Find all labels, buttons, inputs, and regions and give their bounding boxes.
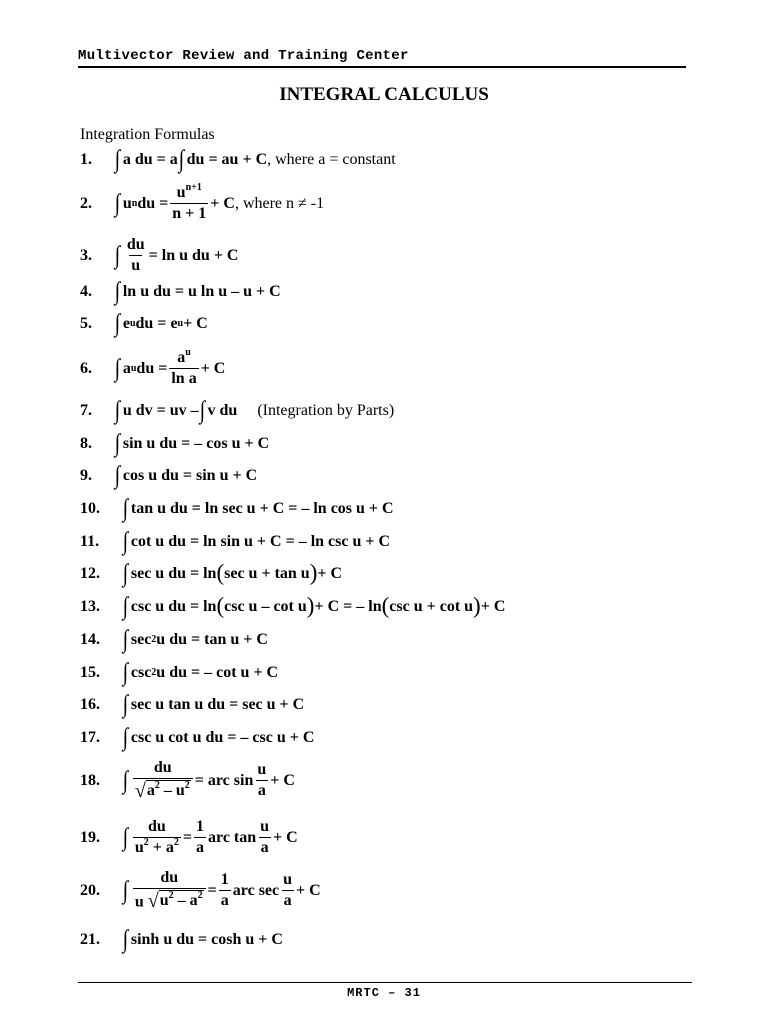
- denominator: [133, 778, 193, 802]
- formula-rhs: + C: [296, 881, 321, 899]
- formula-note: (Integration by Parts): [257, 401, 395, 419]
- denominator: a: [260, 839, 269, 857]
- formula-15: 15. ∫ csc 2 u du = – cot u + C: [80, 659, 279, 686]
- formula-body: cot u du = ln sin u + C = – ln csc u + C: [130, 532, 391, 550]
- integral-sign: ∫: [114, 190, 121, 218]
- fraction: [169, 349, 198, 389]
- formula-number: 7.: [80, 401, 92, 419]
- formula-part: du =: [136, 359, 168, 377]
- term: – u: [159, 782, 185, 800]
- running-header: Multivector Review and Training Center: [78, 48, 409, 64]
- formula-3: [80, 236, 238, 276]
- formula-body: sec u tan u du = sec u + C: [130, 695, 305, 713]
- formula-part: u du = – cot u + C: [156, 663, 279, 681]
- fraction: [133, 759, 193, 802]
- numerator: du: [126, 236, 145, 253]
- formula-part: e: [122, 314, 130, 332]
- fraction: [255, 761, 268, 801]
- formula-number: 1.: [80, 150, 92, 168]
- formula-9: [80, 463, 257, 488]
- formula-19: [80, 818, 298, 858]
- numerator: du: [147, 818, 166, 835]
- formula-number: 20.: [80, 881, 100, 899]
- formula-mid: = arc sin: [194, 771, 254, 789]
- integral-sign: ∫: [178, 146, 184, 173]
- formula-part: csc u + cot u: [389, 597, 474, 615]
- formula-rhs: + C: [273, 828, 298, 846]
- formula-part: a: [122, 359, 131, 377]
- formula-16: [80, 692, 304, 717]
- superscript: u: [185, 347, 191, 358]
- formula-rhs: = ln u du + C: [148, 246, 239, 264]
- formula-4: [80, 279, 281, 304]
- numerator: u: [176, 184, 186, 201]
- numerator: du: [153, 759, 172, 776]
- formula-part: csc: [130, 663, 152, 681]
- page-footer: MRTC – 31: [347, 986, 421, 1000]
- formula-part: + C = – ln: [314, 597, 382, 615]
- square-root: [148, 890, 204, 910]
- right-paren: ): [473, 593, 481, 619]
- fraction: [194, 818, 206, 858]
- integral-sign: ∫: [114, 242, 121, 270]
- formula-number: 2.: [80, 194, 92, 212]
- formula-number: 15.: [80, 663, 100, 681]
- formula-8: [80, 431, 269, 456]
- formula-number: 6.: [80, 359, 92, 377]
- formula-body: sin u du = – cos u + C: [122, 434, 270, 452]
- integral-sign: ∫: [122, 767, 129, 795]
- term: + a: [148, 839, 174, 857]
- left-paren: (: [216, 593, 225, 619]
- formula-21: [80, 927, 283, 952]
- formula-number: 13.: [80, 597, 100, 615]
- formula-number: 12.: [80, 564, 100, 582]
- formula-7: [80, 398, 394, 423]
- formula-part: + C: [480, 597, 506, 615]
- denominator: [133, 837, 181, 857]
- superscript: 2: [184, 780, 190, 792]
- numerator: u: [260, 818, 270, 835]
- denominator: a: [283, 892, 292, 910]
- fraction: [125, 236, 147, 276]
- formula-body: sinh u du = cosh u + C: [130, 930, 283, 948]
- formula-number: 17.: [80, 728, 100, 746]
- integral-sign: ∫: [122, 593, 129, 620]
- left-paren: (: [381, 593, 390, 619]
- formula-mid: du =: [137, 194, 169, 212]
- formula-13: [80, 594, 505, 619]
- formula-mid: arc tan: [208, 828, 257, 846]
- integral-sign: ∫: [122, 824, 129, 852]
- term: a: [146, 782, 155, 800]
- formula-part: u du = tan u + C: [156, 630, 268, 648]
- formula-lhs: a du = a: [122, 150, 178, 168]
- formula-part: sec u + tan u: [224, 564, 310, 582]
- integral-sign: ∫: [122, 691, 129, 718]
- integral-sign: ∫: [199, 397, 205, 424]
- formula-20: [80, 869, 321, 912]
- numerator: u: [257, 760, 267, 778]
- left-paren: (: [216, 560, 225, 586]
- integral-sign: ∫: [114, 310, 121, 337]
- square-root: [135, 780, 191, 800]
- formula-number: 21.: [80, 930, 100, 948]
- superscript: 2: [168, 890, 174, 902]
- term: u: [159, 892, 169, 910]
- fraction: [281, 871, 294, 911]
- formula-number: 18.: [80, 771, 100, 789]
- formula-11: [80, 529, 390, 554]
- formula-number: 11.: [80, 532, 100, 550]
- formula-number: 9.: [80, 466, 92, 484]
- formula-18: [80, 759, 295, 802]
- formula-rhs: du = au + C: [186, 150, 268, 168]
- formula-note: , where a = constant: [267, 150, 396, 168]
- formula-rhs: v du: [207, 401, 238, 419]
- superscript: 2: [143, 837, 149, 849]
- radical-sign: √: [134, 779, 146, 802]
- formula-12: [80, 561, 342, 586]
- fraction: [170, 184, 208, 224]
- fraction: [219, 871, 231, 911]
- formula-number: 10.: [80, 499, 100, 517]
- radical-sign: √: [147, 889, 159, 912]
- formula-number: 8.: [80, 434, 92, 452]
- page-title: INTEGRAL CALCULUS: [279, 84, 489, 105]
- formula-2: 2. ∫ u n du = $\frac{u^{n+1}}{n + 1}$ + C , where n ≠ -1: [80, 182, 325, 223]
- integral-sign: ∫: [114, 462, 121, 489]
- denominator: [133, 888, 206, 912]
- fraction: [133, 869, 206, 912]
- integral-sign: ∫: [114, 278, 121, 305]
- formula-part: du = e: [135, 314, 178, 332]
- formula-1: [80, 147, 396, 172]
- numerator: 1: [196, 818, 205, 835]
- term: u: [134, 839, 144, 857]
- denominator: u: [131, 257, 141, 275]
- fraction: [133, 818, 181, 858]
- integral-sign: ∫: [122, 724, 129, 751]
- radicand: [159, 890, 204, 910]
- term: – a: [173, 892, 198, 910]
- integral-sign: ∫: [122, 877, 129, 905]
- numerator: u: [283, 870, 293, 888]
- formula-body: ln u du = u ln u – u + C: [122, 282, 281, 300]
- formula-17: [80, 725, 314, 750]
- integral-sign: ∫: [114, 355, 121, 383]
- formula-part: csc u – cot u: [224, 597, 307, 615]
- formula-rhs: + C: [210, 194, 235, 212]
- integral-sign: ∫: [122, 528, 129, 555]
- denominator: ln a: [171, 370, 197, 388]
- formula-body: cos u du = sin u + C: [122, 466, 258, 484]
- right-paren: ): [306, 593, 315, 619]
- superscript: 2: [197, 890, 203, 902]
- formula-body: csc u cot u du = – csc u + C: [130, 728, 315, 746]
- formula-part: sec: [130, 630, 152, 648]
- denominator: a: [196, 839, 205, 857]
- superscript: 2: [154, 780, 160, 792]
- formula-rhs: + C: [270, 771, 295, 789]
- integral-sign: ∫: [122, 560, 129, 587]
- radicand: [146, 780, 191, 800]
- numerator: du: [160, 869, 179, 886]
- formula-part: + C: [317, 564, 343, 582]
- formula-number: 14.: [80, 630, 100, 648]
- integral-sign: ∫: [114, 430, 121, 457]
- denominator: a: [257, 782, 266, 800]
- formula-part: csc u du = ln: [130, 597, 217, 615]
- term: u: [134, 893, 144, 911]
- formula-part: + C: [183, 314, 208, 332]
- equals: =: [207, 881, 217, 899]
- superscript: 2: [173, 837, 179, 849]
- section-subtitle: Integration Formulas: [80, 126, 215, 143]
- formula-number: 5.: [80, 314, 92, 332]
- footer-rule: [78, 982, 692, 983]
- formula-14: 14. ∫ sec 2 u du = tan u + C: [80, 626, 268, 653]
- numerator: a: [177, 349, 186, 366]
- formula-number: 16.: [80, 695, 100, 713]
- equals: =: [182, 828, 193, 846]
- numerator: 1: [220, 870, 229, 888]
- formula-part: sec u du = ln: [130, 564, 217, 582]
- formula-rhs: + C: [200, 359, 226, 377]
- integral-sign: ∫: [122, 626, 129, 653]
- fraction: [258, 818, 271, 858]
- header-rule: [78, 66, 686, 68]
- formula-number: 3.: [80, 246, 92, 264]
- formula-number: 4.: [80, 282, 92, 300]
- integral-sign: ∫: [122, 926, 129, 953]
- denominator: n + 1: [172, 205, 207, 223]
- integral-sign: ∫: [114, 146, 121, 173]
- formula-lhs: u: [122, 194, 132, 212]
- formula-note: , where n ≠ -1: [234, 194, 325, 212]
- formula-6: 6. ∫ a u du = $\frac{a^u}{\text{ln a}}$ + C: [80, 347, 226, 388]
- integral-sign: ∫: [122, 495, 129, 522]
- denominator: a: [220, 892, 229, 910]
- right-paren: ): [309, 560, 318, 586]
- formula-10: [80, 496, 394, 521]
- formula-lhs: u dv = uv –: [122, 401, 199, 419]
- formula-number: 19.: [80, 828, 100, 846]
- superscript: n+1: [185, 182, 202, 193]
- integral-sign: ∫: [114, 397, 121, 424]
- formula-body: tan u du = ln sec u + C = – ln cos u + C: [130, 499, 394, 517]
- formula-mid: arc sec: [232, 881, 280, 899]
- integral-sign: ∫: [122, 659, 129, 686]
- formula-5: 5. ∫ e u du = e u + C: [80, 310, 208, 337]
